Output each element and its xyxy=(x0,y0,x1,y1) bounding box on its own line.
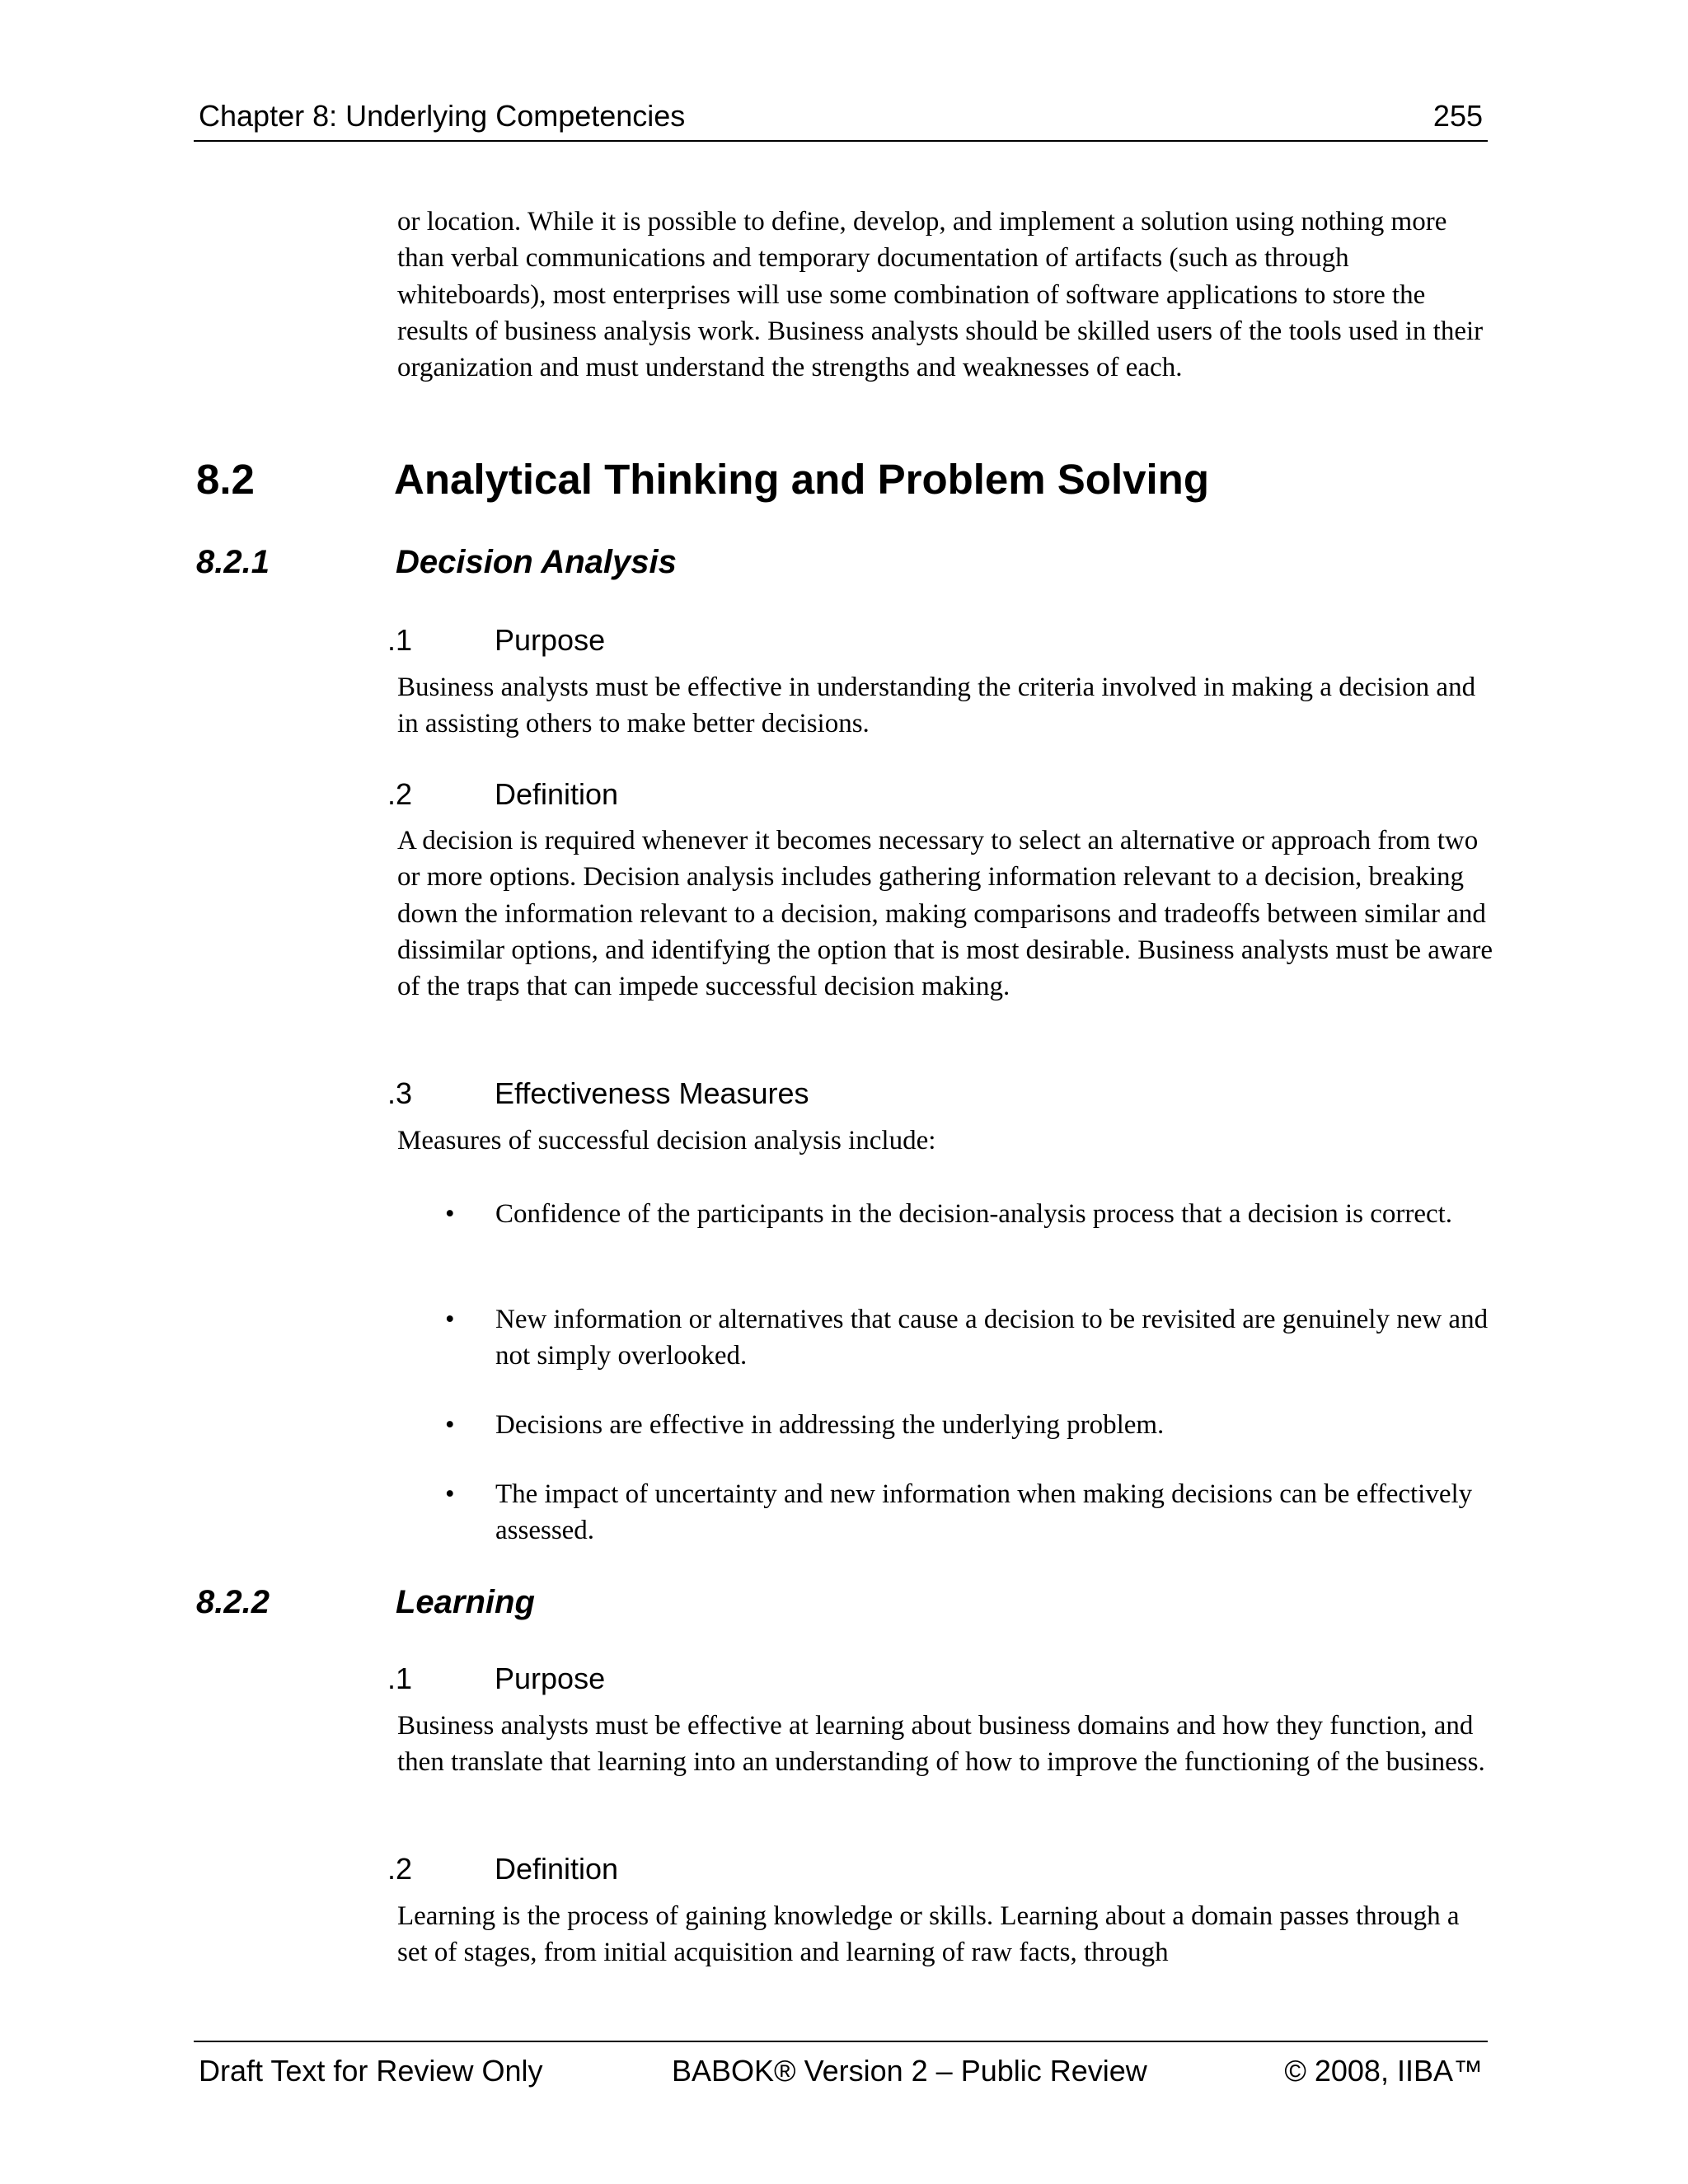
subsection-title: Decision Analysis xyxy=(396,544,677,580)
page-number: 255 xyxy=(1432,99,1483,133)
effectiveness-intro: Measures of successful decision analysis include: xyxy=(397,1126,936,1155)
definition-heading: Definition xyxy=(495,777,619,811)
footer-copyright: © 2008, IIBA™ xyxy=(1284,2054,1483,2088)
list-item: New information or alternatives that cause a decision to be revisited are genuinely new and not simply overlooked. xyxy=(495,1305,1489,1371)
list-item: Decisions are effective in addressing the underlying problem. xyxy=(495,1410,1165,1440)
page-footer xyxy=(194,2041,1488,2100)
bullet-marker: • xyxy=(445,1199,455,1229)
subsection-title: Learning xyxy=(396,1584,535,1620)
subsection-number: 8.2.2 xyxy=(196,1584,270,1620)
purpose-heading: Purpose xyxy=(495,623,606,657)
page-header xyxy=(194,97,1488,142)
effectiveness-heading: Effectiveness Measures xyxy=(495,1076,809,1110)
footer-draft-notice: Draft Text for Review Only xyxy=(199,2054,543,2088)
purpose-heading: Purpose xyxy=(495,1661,606,1695)
purpose-number: .1 xyxy=(387,1661,413,1695)
definition-heading: Definition xyxy=(495,1852,619,1886)
purpose-number: .1 xyxy=(387,623,413,657)
subsection-number: 8.2.1 xyxy=(196,544,270,580)
purpose-text: Business analysts must be effective at learning about business domains and how they function, and then translate that learning into an understanding of how to improve the functioning of the business. xyxy=(397,1711,1485,1778)
section-title: Analytical Thinking and Problem Solving xyxy=(394,456,1209,503)
bullet-marker: • xyxy=(445,1479,455,1509)
intro-paragraph: or location. While it is possible to define, develop, and implement a solution using nothing more than verbal communications and temporary documentation of artifacts (such as through whiteboards), most enterprises will use some combination of software applications to store the results of business analysis work. Business analysts should be skilled users of the tools used in their organization and must understand the strengths and weaknesses of each. xyxy=(397,207,1484,383)
purpose-text: Business analysts must be effective in understanding the criteria involved in making a decision and in assisting others to make better decisions. xyxy=(397,673,1476,739)
footer-document-title: BABOK® Version 2 – Public Review xyxy=(672,2054,1147,2088)
list-item: Confidence of the participants in the decision-analysis process that a decision is correct. xyxy=(495,1199,1453,1229)
definition-text: Learning is the process of gaining knowledge or skills. Learning about a domain passes through a set of stages, from initial acquisition and learning of raw facts, through xyxy=(397,1901,1460,1968)
definition-number: .2 xyxy=(387,777,413,811)
definition-text: A decision is required whenever it becomes necessary to select an alternative or approach from two or more options. Decision analysis includes gathering information relevant to a decision, breaking down the information relevant to a decision, making comparisons and tradeoffs between similar and dissimilar options, and identifying the option that is most desirable. Business analysts must be aware of the traps that can impede successful decision making. xyxy=(397,826,1493,1002)
bullet-marker: • xyxy=(445,1305,455,1334)
definition-number: .2 xyxy=(387,1852,413,1886)
section-number: 8.2 xyxy=(196,456,255,503)
bullet-marker: • xyxy=(445,1410,455,1440)
effectiveness-number: .3 xyxy=(387,1076,413,1110)
list-item: The impact of uncertainty and new information when making decisions can be effectively assessed. xyxy=(495,1479,1473,1546)
chapter-title: Chapter 8: Underlying Competencies xyxy=(199,99,686,133)
